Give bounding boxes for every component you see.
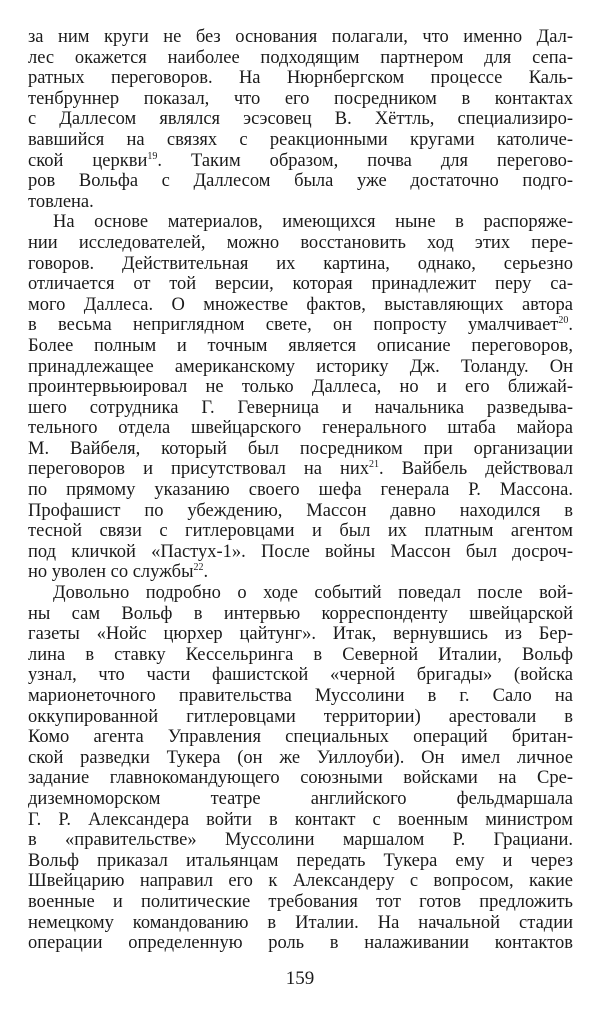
line-text: военные и политические требования тот готов предложить	[28, 891, 573, 912]
line-text: оккупированной гитлеровцами территории) арестовали в	[28, 706, 573, 727]
text-line	[28, 686, 573, 707]
line-text: под кличкой «Пастух-1». После войны Массон был досроч-	[28, 541, 573, 562]
line-text: тесной связи с гитлеровцами и был их платным агентом	[28, 521, 573, 542]
text-line	[28, 562, 573, 583]
text-line	[28, 151, 573, 172]
line-text-after: . Вайбель действовал	[379, 459, 573, 480]
line-text-after: . Таким образом, почва для перегово-	[157, 150, 573, 171]
text-line	[28, 542, 573, 563]
line-text: ров Вольфа с Даллесом была уже достаточно подго-	[28, 171, 573, 192]
text-line	[28, 254, 573, 275]
line-text-after: .	[203, 562, 209, 583]
text-line	[28, 192, 573, 213]
line-text: лина в ставку Кессельринга в Северной Италии, Вольф	[28, 644, 573, 665]
text-line	[28, 295, 573, 316]
line-text: по прямому указанию своего шефа генерала Р. Массона.	[28, 480, 573, 501]
line-text: Профашист по убеждению, Массон давно находился в	[28, 500, 573, 521]
line-text: нии исследователей, можно восстановить ход этих пере-	[28, 232, 573, 253]
page-number: 159	[285, 968, 315, 989]
text-line	[28, 501, 573, 522]
line-text: принадлежащее американскому историку Дж. Толанду. Он	[28, 356, 573, 377]
text-line	[28, 830, 573, 851]
text-line	[28, 89, 573, 110]
line-text: проинтервьюировал не только Даллеса, но и его ближай-	[28, 377, 573, 398]
line-text: ской церкви	[28, 150, 148, 171]
line-text: Довольно подробно о ходе событий поведал после вой-	[53, 583, 573, 604]
text-line	[28, 48, 573, 69]
text-line	[28, 727, 573, 748]
line-text: Вольф приказал итальянцам передать Тукера ему и через	[28, 850, 573, 871]
line-text: за ним круги не без основания полагали, что именно Дал-	[28, 27, 573, 47]
text-line	[28, 748, 573, 769]
text-line	[28, 665, 573, 686]
text-line	[28, 171, 573, 192]
text-line	[28, 27, 573, 48]
line-text: но уволен со службы	[28, 562, 194, 583]
line-text: марионеточного правительства Муссолини в г. Сало на	[28, 686, 573, 706]
line-text: операции определенную роль в налаживании контактов	[28, 933, 573, 954]
text-line	[28, 68, 573, 89]
text-line	[28, 377, 573, 398]
line-text: задание главнокомандующего союзными войсками на Сре-	[28, 768, 573, 789]
text-line	[28, 109, 573, 130]
text-line	[28, 913, 573, 934]
text-line	[28, 418, 573, 439]
text-line	[28, 810, 573, 831]
line-text: Более полным и точным является описание переговоров,	[28, 335, 573, 356]
line-text: шего сотрудника Г. Геверница и начальника разведыва-	[28, 397, 573, 418]
line-text: говоров. Действительная их картина, однако, серьезно	[28, 253, 573, 274]
text-line	[28, 624, 573, 645]
line-text: узнал, что части фашистской «черной бригады» (войска	[28, 665, 573, 686]
line-text: в весьма неприглядном свете, он попросту умалчивает	[28, 315, 559, 336]
line-text: вавшийся на связях с реакционными кругами католиче-	[28, 129, 573, 150]
line-text: товлена.	[28, 191, 94, 212]
text-line	[28, 459, 573, 480]
text-line	[28, 480, 573, 501]
line-text: ратных переговоров. На Нюрнбергском процессе Каль-	[28, 68, 573, 89]
text-line	[28, 645, 573, 666]
line-text: тенбруннер показал, что его посредником в контактах	[28, 88, 573, 109]
text-line	[28, 233, 573, 254]
text-line	[28, 336, 573, 357]
footnote-ref: 19	[147, 150, 158, 162]
line-text: немецкому командованию в Италии. На начальной стадии	[28, 912, 573, 933]
line-text: Комо агента Управления специальных операций британ-	[28, 727, 573, 748]
text-line	[28, 892, 573, 913]
line-text: газеты «Нойс цюрхер цайтунг». Итак, вернувшись из Бер-	[28, 624, 573, 645]
line-text: На основе материалов, имеющихся ныне в распоряже-	[53, 212, 573, 233]
line-text: отличается от той версии, которая принадлежит перу са-	[28, 274, 573, 295]
line-text: ской разведки Тукера (он же Уиллоуби). Он имел личное	[28, 747, 573, 768]
text-line	[28, 274, 573, 295]
footnote-ref: 22	[193, 562, 204, 574]
line-text: М. Вайбеля, который был посредником при организации	[28, 438, 573, 459]
text-line	[28, 707, 573, 728]
line-text: диземноморском театре английского фельдмаршала	[28, 788, 573, 809]
text-line	[28, 521, 573, 542]
line-text: лес окажется наиболее подходящим партнером для сепа-	[28, 47, 573, 68]
line-text: Г. Р. Александера войти в контакт с военным министром	[28, 809, 573, 830]
text-line	[28, 130, 573, 151]
line-text-after: .	[568, 315, 573, 336]
line-text: мого Даллеса. О множестве фактов, выставляющих автора	[28, 294, 573, 315]
text-line	[28, 871, 573, 892]
text-line	[28, 851, 573, 872]
line-text: тельного отдела швейцарского генерального штаба майора	[28, 418, 573, 439]
text-line	[28, 768, 573, 789]
text-line	[28, 583, 573, 604]
body-text	[28, 27, 573, 954]
line-text: с Даллесом являлся эсэсовец В. Хёттль, специализиро-	[28, 109, 573, 130]
line-text: Швейцарию направил его к Александеру с вопросом, какие	[28, 871, 573, 892]
footnote-ref: 20	[558, 315, 569, 327]
text-line	[28, 439, 573, 460]
text-line	[28, 933, 573, 954]
line-text: переговоров и присутствовал на них	[28, 459, 370, 480]
text-line	[28, 315, 573, 336]
line-text: в «правительстве» Муссолини маршалом Р. Грациани.	[28, 830, 573, 851]
text-line	[28, 398, 573, 419]
text-line	[28, 212, 573, 233]
footnote-ref: 21	[369, 459, 380, 471]
text-line	[28, 357, 573, 378]
text-line	[28, 604, 573, 625]
line-text: ны сам Вольф в интервью корреспонденту швейцарской	[28, 603, 573, 624]
text-line	[28, 789, 573, 810]
